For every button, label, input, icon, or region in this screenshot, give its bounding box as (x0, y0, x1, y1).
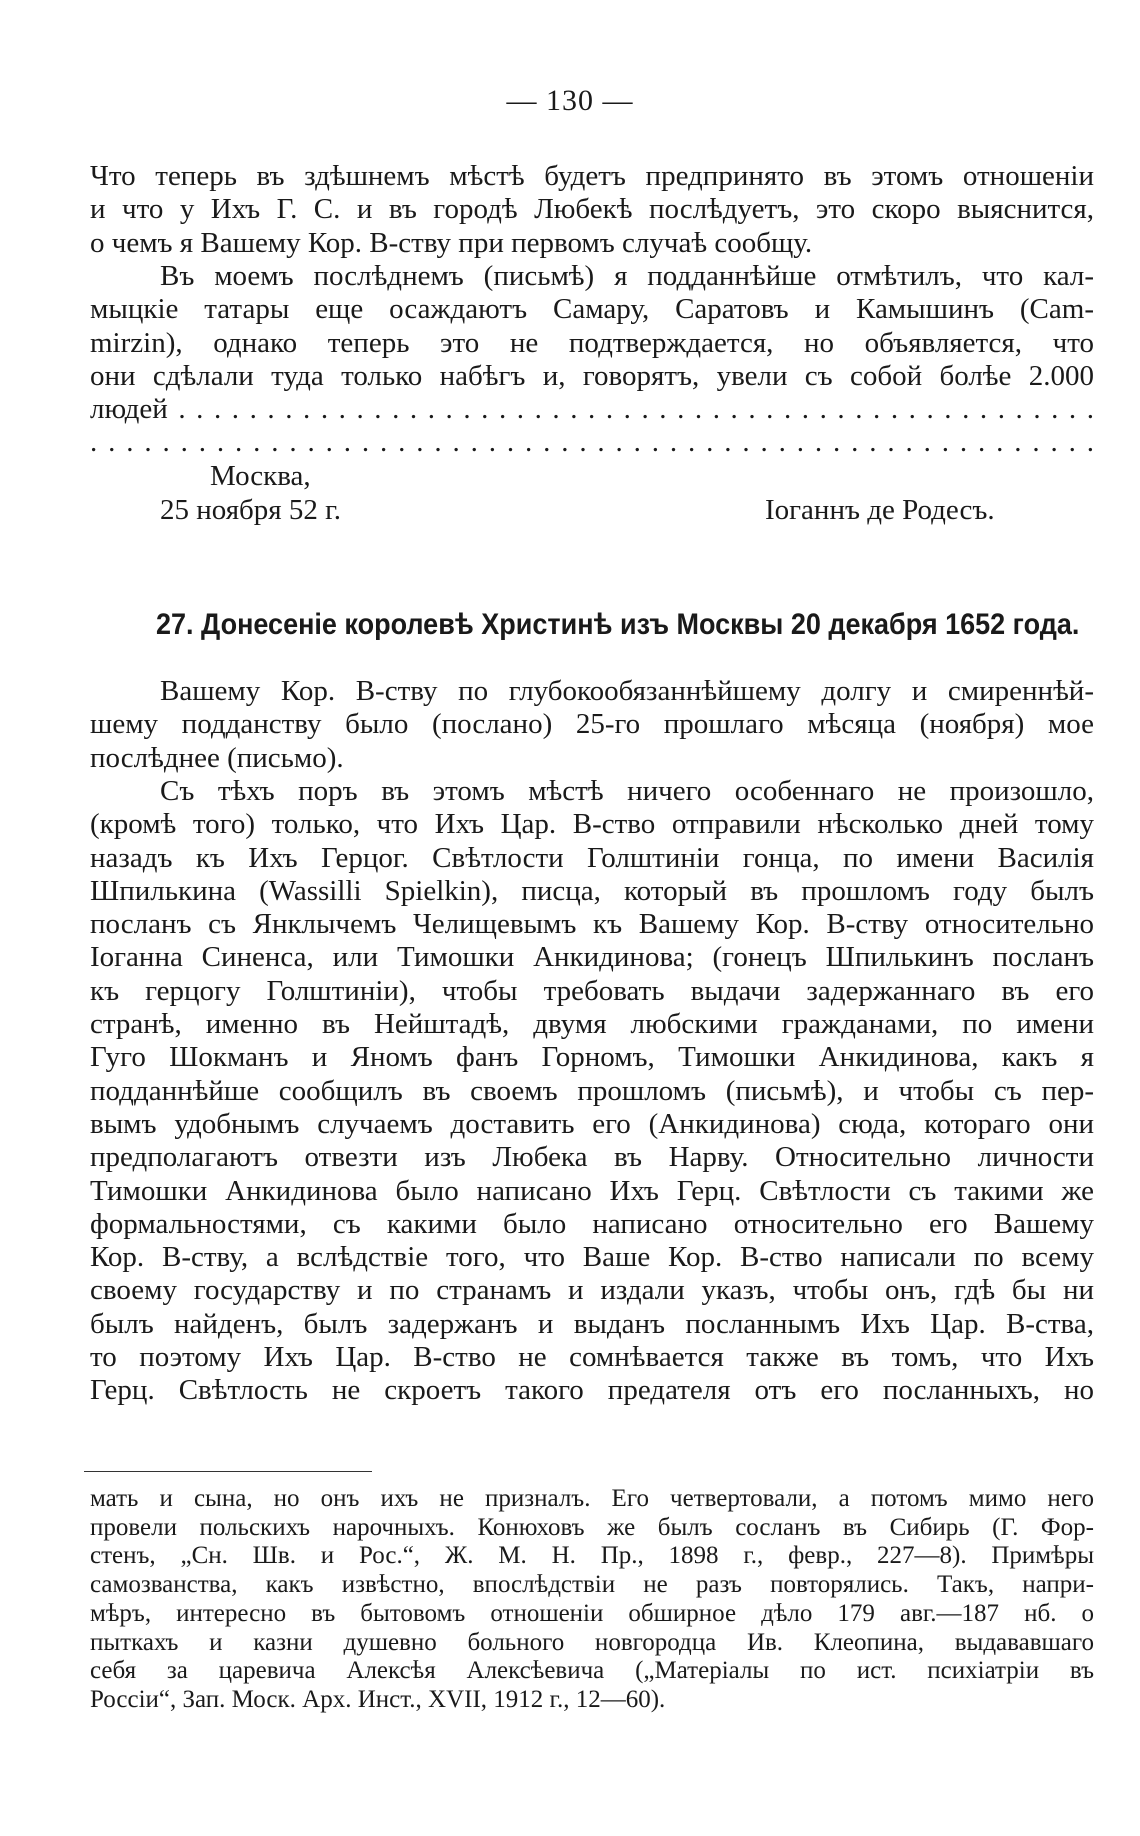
text-line: Въ моемъ послѣднемъ (письмѣ) я подданнѣйше отмѣтилъ, что кал- (160, 260, 1094, 292)
text-line: къ герцогу Голштиніи), чтобы требовать выдачи задержаннаго въ его (90, 974, 1094, 1007)
text-line: Гуго Шокманъ и Яномъ фанъ Горномъ, Тимошки Анкидинова, какъ я (90, 1041, 1094, 1074)
signature-date: 25 ноября 52 г. (160, 494, 342, 526)
text-line: предполагаютъ отвезти изъ Любека въ Нарву. Относительно личности (90, 1141, 1094, 1174)
text-line: Кор. В-ству, а вслѣдствіе того, что Ваше Кор. В-ство написали по всему (90, 1241, 1094, 1274)
text-line: то поэтому Ихъ Цар. В-ство не сомнѣвается также въ томъ, что Ихъ (90, 1341, 1094, 1374)
dotted-line: . . . . . . . . . . . . . . . . . . . . . . . . . . . . . . . . . . . . . . . . . . . . . . . . . . . . . . . . (90, 426, 1094, 459)
footnote-line: мать и сына, но онъ ихъ не призналъ. Его четвертовали, а потомъ мимо него (90, 1485, 1094, 1512)
paragraph-2 (90, 260, 1094, 460)
footnote-line: самозванства, какъ извѣстно, впослѣдствіи не разъ повторялись. Такъ, напри- (90, 1571, 1094, 1599)
footnote-line: провели польскихъ нарочныхъ. Конюховъ же былъ сосланъ въ Сибирь (Г. Фор- (90, 1513, 1094, 1541)
text-line: странѣ, именно въ Нейштадѣ, двумя любскими гражданами, по имени (90, 1008, 1094, 1041)
footnote-line: мѣръ, интересно въ бытовомъ отношеніи обширное дѣло 179 авг.—187 нб. о (90, 1599, 1094, 1627)
text-line: mirzin), однако теперь это не подтверждается, но объявляется, что (90, 326, 1094, 359)
text-line: Тимошки Анкидинова было написано Ихъ Герц. Свѣтлости съ такими же (90, 1174, 1094, 1207)
signature-place: Москва, (210, 460, 311, 492)
signature-author: Іоганнъ де Родесъ. (765, 494, 995, 526)
section-heading: 27. Донесеніе королевѣ Христинѣ изъ Москвы 20 декабря 1652 года. (156, 608, 1080, 641)
text-line: подданнѣйше сообщилъ въ своемъ прошломъ (письмѣ), и чтобы съ пер- (90, 1074, 1094, 1107)
text-line: и что у Ихъ Г. С. и въ городѣ Любекѣ послѣдуетъ, это скоро выяснится, (90, 193, 1094, 226)
page-number: — 130 — (506, 84, 634, 117)
paragraph-4 (90, 775, 1094, 1408)
text-line: своему государству и по странамъ и издали указъ, чтобы онъ, гдѣ бы ни (90, 1274, 1094, 1307)
footnote (90, 1485, 1094, 1715)
text-line: они сдѣлали туда только набѣгъ и, говорятъ, увели съ собой болѣе 2.000 (90, 359, 1094, 392)
footnote-line: пыткахъ и казни душевно больного новгородца Ив. Клеопина, выдававшаго (90, 1628, 1094, 1656)
text-line: о чемъ я Вашему Кор. В-ству при первомъ случаѣ сообщу. (90, 226, 813, 259)
text-line: шему подданству было (послано) 25-го прошлаго мѣсяца (ноября) мое (90, 708, 1094, 741)
text-line: Герц. Свѣтлость не скроетъ такого предателя отъ его посланныхъ, но (90, 1374, 1094, 1407)
text-line: назадъ къ Ихъ Герцог. Свѣтлости Голштиніи гонца, по имени Василія (90, 841, 1094, 874)
footnote-line: Россіи“, Зап. Моск. Арх. Инст., XVII, 1912 г., 12—60). (90, 1685, 666, 1713)
dotted-line: людей . . . . . . . . . . . . . . . . . . . . . . . . . . . . . . . . . . . . . . . . . . . . . . . . . . . . (90, 393, 1094, 426)
text-line: (кромѣ того) только, что Ихъ Цар. В-ство отправили нѣсколько дней тому (90, 808, 1094, 841)
text-line: Что теперь въ здѣшнемъ мѣстѣ будетъ предпринято въ этомъ отношеніи (90, 160, 1094, 192)
text-line: былъ найденъ, былъ задержанъ и выданъ посланнымъ Ихъ Цар. В-ства, (90, 1307, 1094, 1340)
text-line: вымъ удобнымъ случаемъ доставить его (Анкидинова) сюда, котораго они (90, 1107, 1094, 1140)
text-line: Вашему Кор. В-ству по глубокообязаннѣйшему долгу и смиреннѣй- (160, 675, 1094, 707)
text-line: формальностями, съ какими было написано относительно его Вашему (90, 1207, 1094, 1240)
text-line: Шпилькина (Wassilli Spielkin), писца, который въ прошломъ году былъ (90, 874, 1094, 907)
text-line: послѣднее (письмо). (90, 741, 344, 774)
footnote-line: себя за царевича Алексѣя Алексѣевича („Матеріалы по ист. психіатріи въ (90, 1657, 1094, 1685)
footnote-divider (84, 1471, 372, 1472)
text-line: Съ тѣхъ поръ въ этомъ мѣстѣ ничего особеннаго не произошло, (160, 775, 1094, 807)
paragraph-3 (90, 675, 1094, 775)
text-line: посланъ съ Янклычемъ Челищевымъ къ Вашему Кор. В-ству относительно (90, 908, 1094, 941)
footnote-line: стенъ, „Сн. Шв. и Рос.“, Ж. М. Н. Пр., 1898 г., февр., 227—8). Примѣры (90, 1542, 1094, 1570)
text-line: мыцкіе татары еще осаждаютъ Самару, Саратовъ и Камышинъ (Cam- (90, 293, 1094, 326)
text-line: Іоганна Синенса, или Тимошки Анкидинова; (гонецъ Шпилькинъ посланъ (90, 941, 1094, 974)
paragraph-1 (90, 160, 1094, 260)
